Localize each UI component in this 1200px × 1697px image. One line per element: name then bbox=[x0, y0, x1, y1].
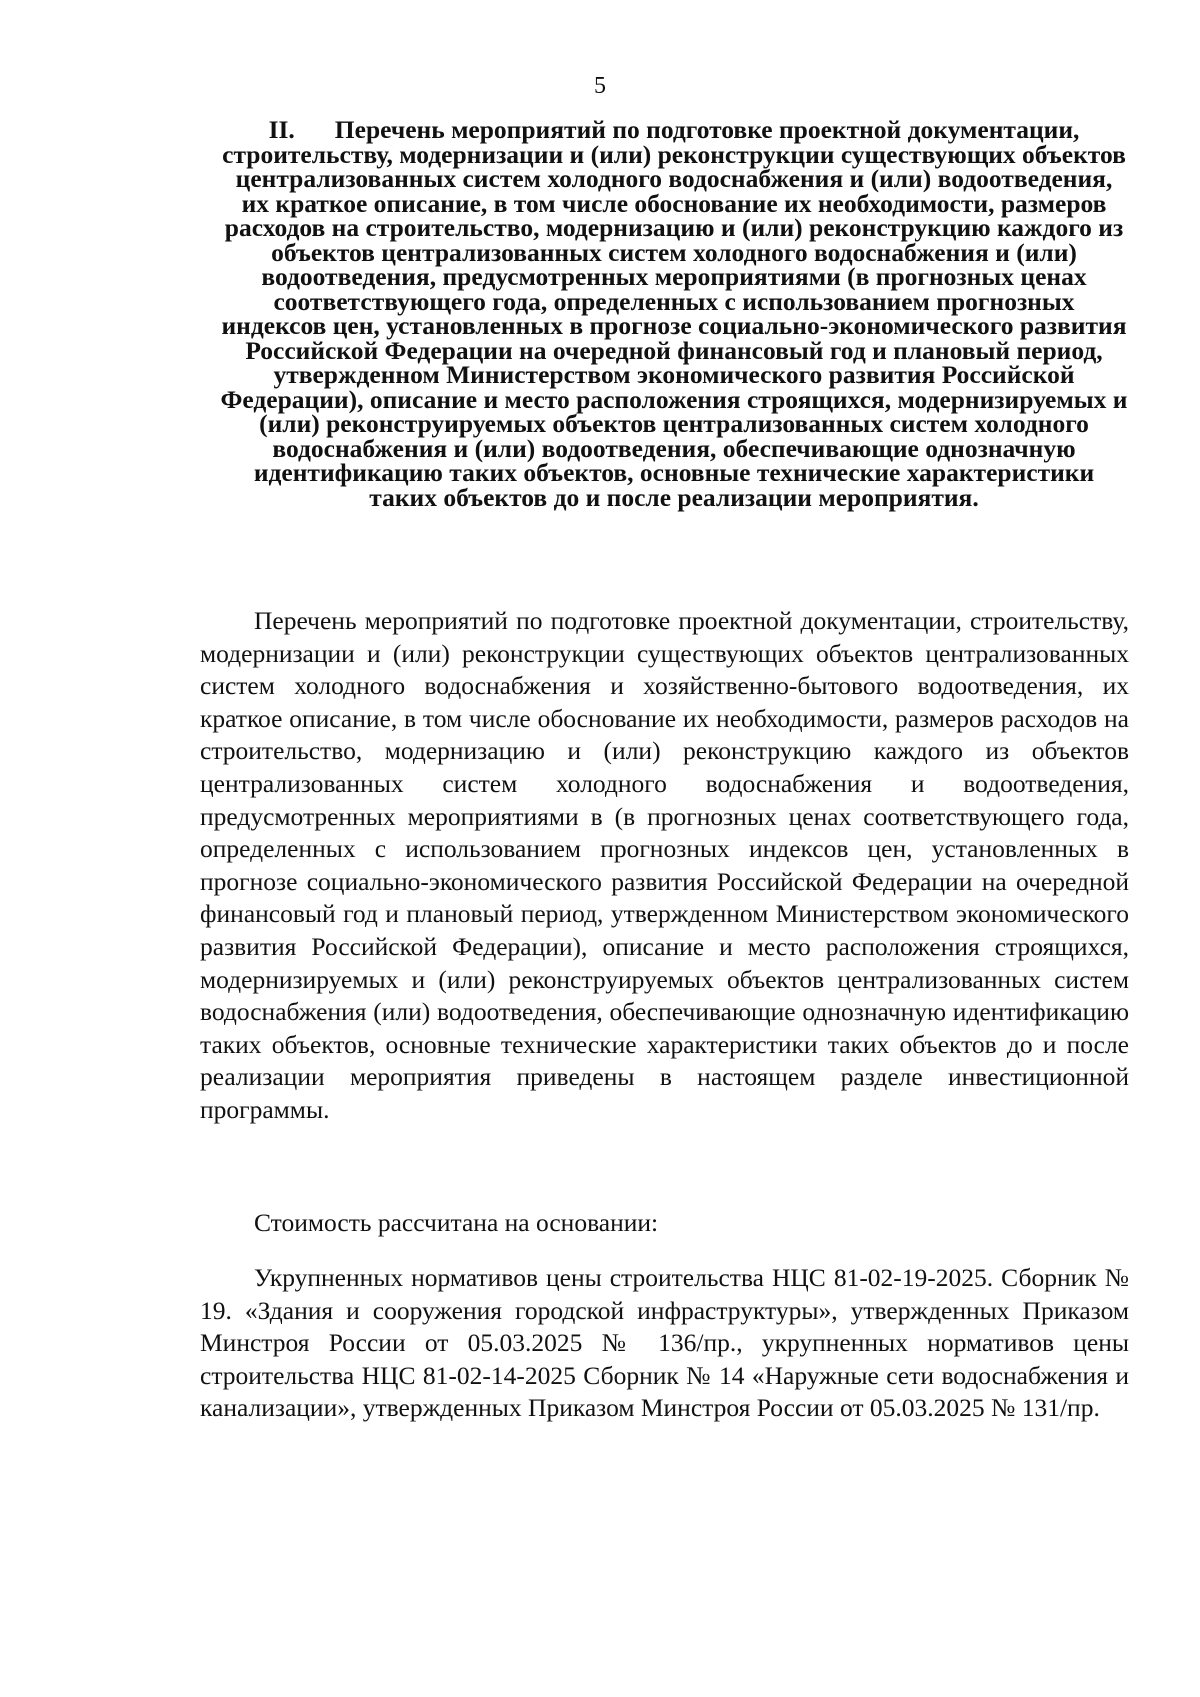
paragraph-cost-basis-norms: Укрупненных нормативов цены строительства НЦС 81-02-19-2025. Сборник № 19. «Здания и сооружения городской инфраструктуры», утвержденных Приказом Минстроя России от 05.03.2025 № 136/пр., укрупненных нормативов цены строительства НЦС 81-02-14-2025 Сборник № 14 «Наружные сети водоснабжения и канализации», утвержденных Приказом Минстроя России от 05.03.2025 № 131/пр. bbox=[200, 1263, 1129, 1423]
section-heading-text: Перечень мероприятий по подготовке проектной документации, строительству, модернизации и (или) реконструкции существующих объектов централизованных систем холодного водоснабжения и (или) водоотведения, их краткое описание, в том числе обоснование их необходимости, размеров расходов на строительство, модернизацию и (или) реконструкцию каждого из объектов централизованных систем холодного водоснабжения и (или) водоотведения, предусмотренных мероприятиями (в прогнозных ценах соответствующего года, определенных с использованием прогнозных индексов цен, установленных в прогнозе социально-экономического развития Российской Федерации на очередной финансовый год и плановый период, утвержденном Министерством экономического развития Российской Федерации), описание и место расположения строящихся, модернизируемых и (или) реконструируемых объектов централизованных систем холодного водоснабжения и (или) водоотведения, обеспечивающие однозначную идентификацию таких объектов, основные технические характеристики таких объектов до и после реализации мероприятия. bbox=[220, 115, 1128, 512]
paragraph-description: Перечень мероприятий по подготовке проектной документации, строительству, модернизации и (или) реконструкции существующих объектов централизованных систем холодного водоснабжения и хозяйственно-бытового водоотведения, их краткое описание, в том числе обоснование их необходимости, размеров расходов на строительство, модернизацию и (или) реконструкцию каждого из объектов централизованных систем холодного водоснабжения и водоотведения, предусмотренных мероприятиями в (в прогнозных ценах соответствующего года, определенных с использованием прогнозных индексов цен, установленных в прогнозе социально-экономического развития Российской Федерации на очередной финансовый год и плановый период, утвержденном Министерством экономического развития Российской Федерации), описание и место расположения строящихся, модернизируемых и (или) реконструируемых объектов централизованных систем водоснабжения (или) водоотведения, обеспечивающие однозначную идентификацию таких объектов, основные технические характеристики таких объектов до и после реализации мероприятия приведены в настоящем разделе инвестиционной программы. bbox=[200, 606, 1129, 1124]
section-numeral: II. bbox=[268, 115, 295, 144]
paragraph-cost-basis-intro: Стоимость рассчитана на основании: bbox=[254, 1208, 659, 1237]
section-heading bbox=[220, 115, 1128, 512]
page-number: 5 bbox=[594, 73, 606, 99]
